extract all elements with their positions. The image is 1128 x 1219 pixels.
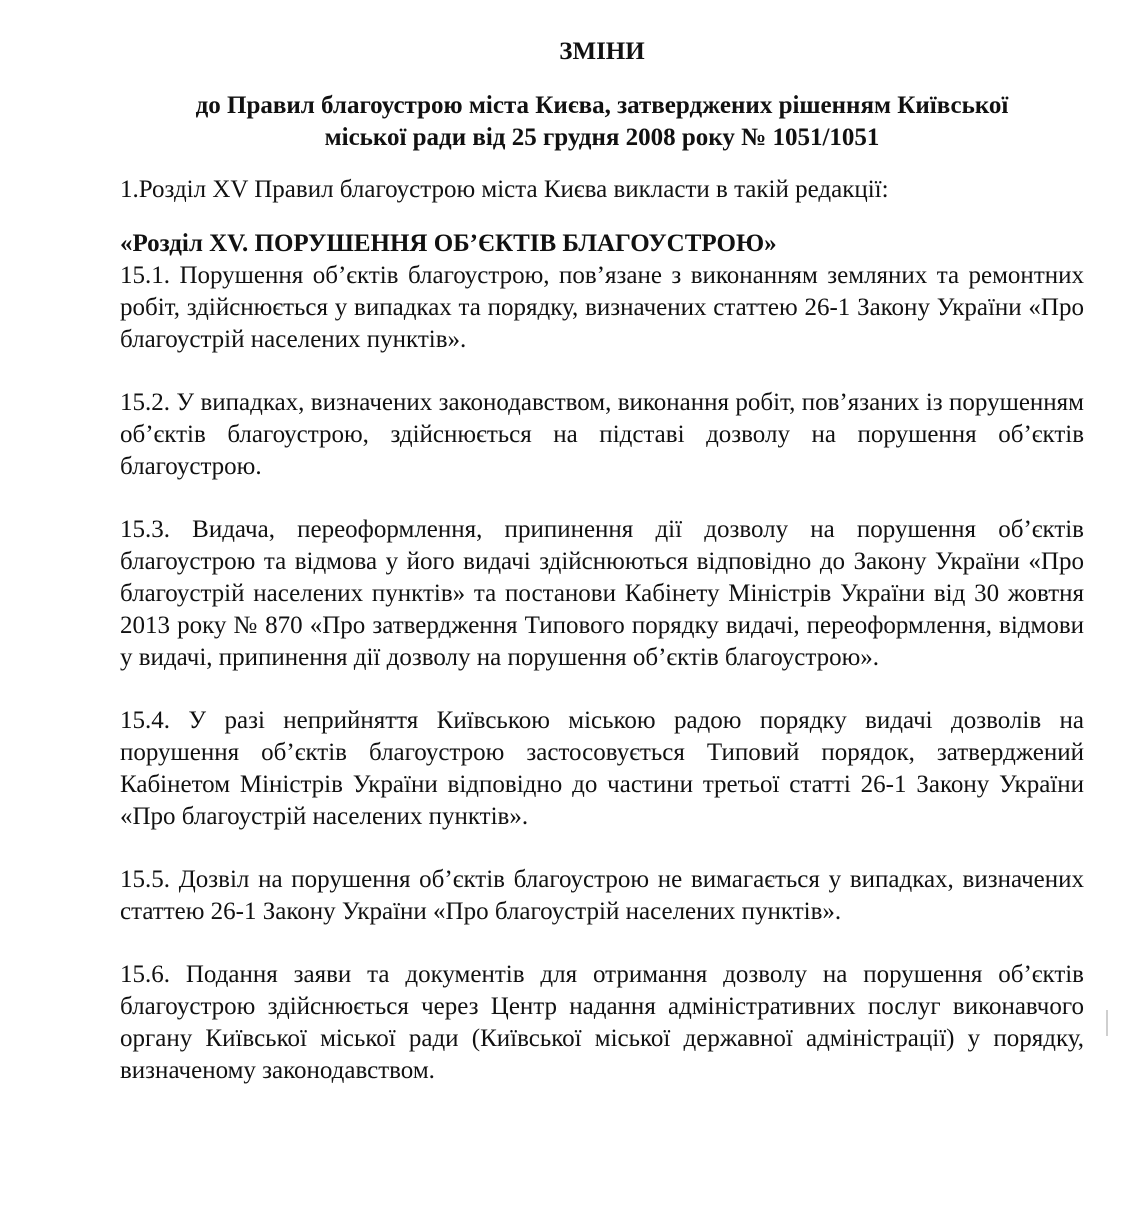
subtitle-line-2: міської ради від 25 грудня 2008 року № 1051/1051 — [324, 124, 880, 151]
paragraph-15-3: 15.3. Видача, переоформлення, припинення дії дозволу на порушення об’єктів благоустрою та відмова у його видачі здійснюються відповідно до Закону України «Про благоустрій населених пунктів» та постанови Кабінету Міністрів України від 30 жовтня 2013 року № 870 «Про затвердження Типового порядку видачі, переоформлення, відмови у видачі, припинення дії дозволу на порушення об’єктів благоустрою». — [120, 516, 1084, 671]
section-heading: «Розділ XV. ПОРУШЕННЯ ОБ’ЄКТІВ БЛАГОУСТРОЮ» — [120, 230, 777, 257]
paragraph-15-1: 15.1. Порушення об’єктів благоустрою, пов’язане з виконанням земляних та ремонтних робіт, здійснюється у випадках та порядку, визначених статтею 26-1 Закону України «Про благоустрій населених пунктів». — [120, 262, 1084, 353]
intro-paragraph: 1.Розділ XV Правил благоустрою міста Києва викласти в такій редакції: — [120, 176, 889, 203]
paragraph-15-2: 15.2. У випадках, визначених законодавством, виконання робіт, пов’язаних із порушенням об’єктів благоустрою, здійснюється на підставі дозволу на порушення об’єктів благоустрою. — [120, 389, 1084, 480]
scan-artifact-mark — [1106, 1010, 1108, 1036]
document-subtitle — [120, 90, 1084, 154]
subtitle-line-1: до Правил благоустрою міста Києва, затверджених рішенням Київської — [195, 92, 1009, 119]
paragraph-15-5: 15.5. Дозвіл на порушення об’єктів благоустрою не вимагається у випадках, визначених статтею 26-1 Закону України «Про благоустрій населених пунктів». — [120, 866, 1084, 925]
document-title: ЗМІНИ — [559, 38, 645, 65]
paragraph-15-6: 15.6. Подання заяви та документів для отримання дозволу на порушення об’єктів благоустрою здійснюється через Центр надання адміністративних послуг виконавчого органу Київської міської ради (Київської міської державної адміністрації) у порядку, визначеному законодавством. — [120, 961, 1084, 1084]
document-page — [120, 26, 1084, 1118]
paragraph-15-4: 15.4. У разі неприйняття Київською міською радою порядку видачі дозволів на порушення об’єктів благоустрою застосовується Типовий порядок, затверджений Кабінетом Міністрів України відповідно до частини третьої статті 26-1 Закону України «Про благоустрій населених пунктів». — [120, 707, 1084, 830]
